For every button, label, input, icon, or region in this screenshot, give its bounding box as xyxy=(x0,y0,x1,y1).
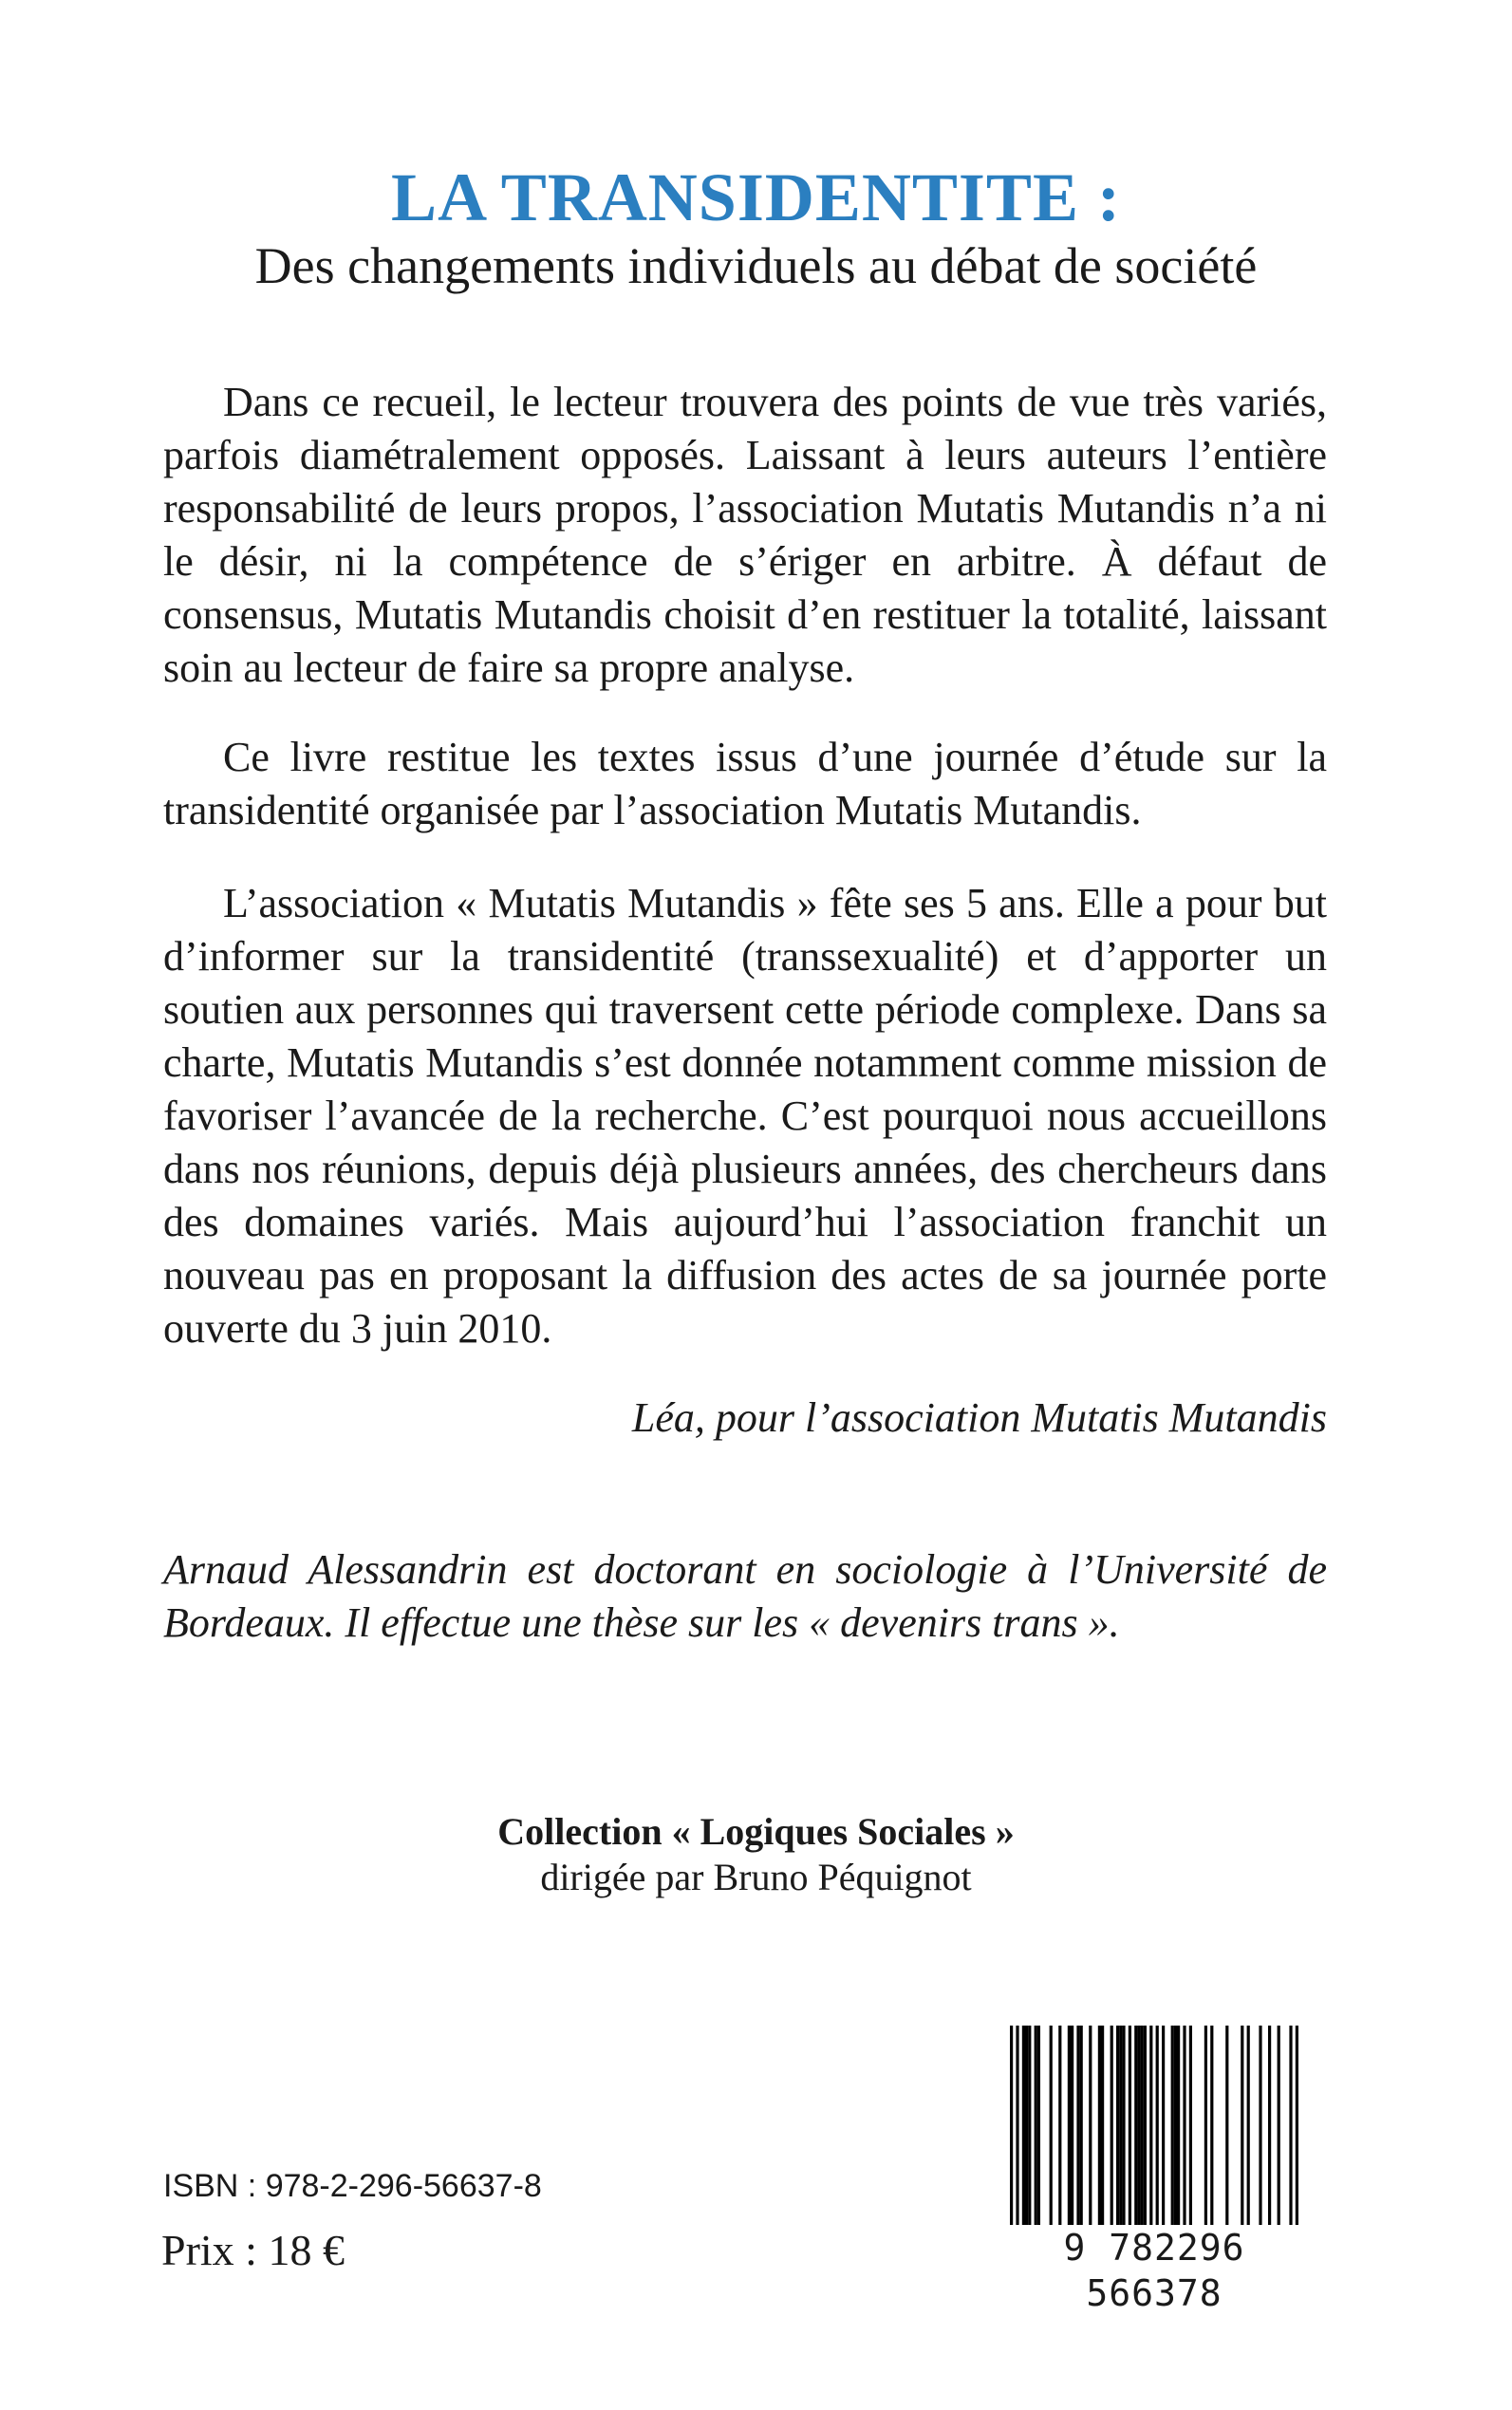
barcode-bar xyxy=(1171,2026,1174,2234)
paragraph-association: L’association « Mutatis Mutandis » fête ses 5 ans. Elle a pour but d’informer sur la transidentité (transsexualité) et d’apporter un soutien aux personnes qui traversent cette période complexe. Dans sa charte, Mutatis Mutandis s’est donnée notamment comme mission de favoriser l’avancée de la recherche. C’est pourquoi nous accueillons dans nos réunions, depuis déjà plusieurs années, des chercheurs dans des domaines variés. Mais aujourd’hui l’association franchit un nouveau pas en proposant la diffusion des actes de sa journée porte ouverte du 3 juin 2010. xyxy=(163,880,1327,1352)
barcode-bar xyxy=(1259,2026,1261,2234)
barcode xyxy=(987,2026,1321,2314)
barcode-bar xyxy=(1149,2026,1152,2234)
author-bio: Arnaud Alessandrin est doctorant en sociologie à l’Université de Bordeaux. Il effectue une thèse sur les « devenirs trans ». xyxy=(163,1546,1327,1646)
barcode-bar xyxy=(1119,2026,1122,2234)
barcode-bar xyxy=(1116,2026,1119,2234)
barcode-bar xyxy=(1174,2026,1177,2234)
barcode-bar xyxy=(1025,2026,1028,2234)
price: Prix : 18 € xyxy=(161,2226,345,2274)
barcode-bar xyxy=(1177,2026,1180,2234)
book-title: LA TRANSIDENTITE : xyxy=(391,159,1121,235)
barcode-bar xyxy=(1134,2026,1137,2234)
barcode-bar xyxy=(1111,2026,1113,2234)
barcode-bar xyxy=(1068,2026,1071,2234)
barcode-bars xyxy=(987,2026,1321,2234)
paragraph-book-origin: Ce livre restitue les textes issus d’une journée d’étude sur la transidentité organisée par l’association Mutatis Mutandis. xyxy=(163,734,1327,833)
barcode-bar xyxy=(1016,2026,1018,2234)
barcode-bar xyxy=(1156,2026,1159,2234)
barcode-bar xyxy=(1028,2026,1031,2234)
barcode-bar xyxy=(1162,2026,1165,2234)
book-subtitle: Des changements individuels au débat de société xyxy=(254,237,1258,294)
barcode-bar xyxy=(1035,2026,1037,2234)
barcode-bar xyxy=(1037,2026,1040,2234)
barcode-bar xyxy=(1289,2026,1292,2234)
isbn: ISBN : 978-2-296-56637-8 xyxy=(163,2168,542,2204)
barcode-bar xyxy=(1183,2026,1185,2234)
barcode-bar xyxy=(1189,2026,1192,2234)
barcode-bar xyxy=(1225,2026,1228,2234)
barcode-bar xyxy=(1050,2026,1053,2234)
paragraph-intro: Dans ce recueil, le lecteur trouvera des points de vue très variés, parfois diamétralement opposés. Laissant à leurs auteurs l’entière responsabilité de leurs propos, l’association Mutatis Mutandis n’a ni le désir, ni la compétence de s’ériger en arbitre. À défaut de consensus, Mutatis Mutandis choisit d’en restituer la totalité, laissant soin au lecteur de faire sa propre analyse. xyxy=(163,379,1327,691)
barcode-bar xyxy=(1080,2026,1083,2234)
barcode-bar xyxy=(1098,2026,1101,2234)
barcode-bar xyxy=(1210,2026,1213,2234)
barcode-bar xyxy=(1278,2026,1280,2234)
barcode-bar xyxy=(1089,2026,1092,2234)
barcode-bar xyxy=(1204,2026,1207,2234)
barcode-bar xyxy=(1141,2026,1144,2234)
barcode-bar xyxy=(1296,2026,1298,2234)
barcode-bar xyxy=(1022,2026,1025,2234)
barcode-bar xyxy=(1241,2026,1243,2234)
collection-name: Collection « Logiques Sociales » xyxy=(497,1810,1015,1853)
barcode-bar xyxy=(1268,2026,1271,2234)
barcode-bar xyxy=(1071,2026,1073,2234)
barcode-bar xyxy=(1122,2026,1125,2234)
barcode-bar xyxy=(1129,2026,1131,2234)
barcode-bar xyxy=(1137,2026,1140,2234)
barcode-bar xyxy=(1058,2026,1061,2234)
barcode-bar xyxy=(1076,2026,1079,2234)
signature: Léa, pour l’association Mutatis Mutandis xyxy=(631,1394,1327,1441)
collection-director: dirigée par Bruno Péquignot xyxy=(540,1856,972,1898)
barcode-number: 9 782296 566378 xyxy=(987,2225,1321,2316)
barcode-bar xyxy=(1010,2026,1013,2234)
barcode-bar xyxy=(1247,2026,1250,2234)
barcode-bar xyxy=(1144,2026,1147,2234)
barcode-bar xyxy=(1101,2026,1104,2234)
